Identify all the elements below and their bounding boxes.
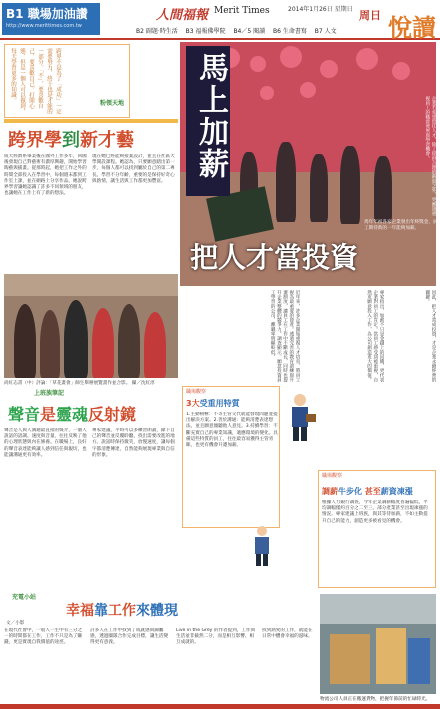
newspaper-logo-en: Merit Times: [214, 6, 270, 16]
feature-caption: 馬年年初各家企業發出年終獎金，員工期待新的一年能夠加薪。: [364, 220, 438, 231]
section-index-item: B2 副題‧時生活: [136, 28, 178, 35]
section-index-item: B6 生命書寫: [273, 28, 307, 35]
group-photo: [4, 274, 178, 378]
section-index: [136, 26, 362, 35]
photo-caption: 尚紅志書（中）評論：「草花畫會」師生舉辦展覽畫作並合影。 攝／沈紅淳: [4, 381, 155, 386]
newspaper-logo: 人間福報: [156, 8, 209, 23]
feature-column: 因此，把人才當成投資，才是企業永續經營的關鍵。: [424, 290, 436, 382]
box-text: 1.主動積極：不等主管交代就能發現問題並提出解決方案。2.善於溝通：能夠清楚表達想法，並且願意傾聽他人意見。3.持續學習：不斷充實自己的專業知識，適應環境的變化。具備這些特質的員工，往往最容易獲得主管青睞，也更有機會升遷加薪。: [186, 412, 278, 449]
section-index-item: B4／5 閱讀: [233, 28, 266, 35]
page-name: 悅讀: [388, 14, 436, 42]
photo-caption: 物流公司人員正在搬運貨物，把握年節前的忙碌時光。: [320, 697, 431, 702]
article-column: 成大經濟系畢業後在國外工作多年，回國後發現自己對藝術有濃厚興趣，開始學習陶藝與插畫。從那時起，她把工作之外的時間全部投入在學習中，每個週末都到工作室上課，並在網路上分享作品。她說跨界學習讓她認識了許多不同領域的朋友，也讓她在工作上有了新的想法。: [4, 154, 87, 197]
column-tag: 充電小站: [12, 594, 37, 601]
article-column: 現在她已經能夠接案設計，並且在社區大學開設課程。她認為，只要願意踏出第一步，每個人都可以找到屬於自己的第二專長。學習不分年齡，重要的是保持好奇心與熱情，讓生活與工作都更加豐富。: [92, 154, 175, 184]
box-text: 根據人力銀行調查，今年企業調薪幅度普遍偏低，平均調幅僅約百分之二至三，部分產業甚至出現凍漲的情況。專家建議上班族，與其等待加薪，不如主動提升自己的能力，創造更多被看見的機會。: [322, 500, 428, 524]
feature-column: 企業若希望留住人才，除了提供合理的薪資之外，更應該重視員工的職涯發展與學習機會。: [424, 96, 436, 216]
quote-text: 跨界不是為了「成功」一定需要努力，終于也是才能的一部分。「不」，要喜歡自己，要喜歡自己。打開心態，但是一個人可以做到，每天學習更多的知識。: [10, 48, 61, 114]
section-index-item: B3 福報佛學院: [185, 28, 226, 35]
article-column: 聲音是人與人溝通最直接的媒介，一個人說話的語調、速度與音量，往往反映了他的心理狀態與內在修養。在職場上，良好的聲音表達能夠讓人感到信任與親切，也能讓溝通更有效率。: [4, 428, 87, 458]
businessman-illustration: [244, 524, 280, 568]
column-tag: 粉領天地: [100, 100, 125, 107]
article-column: 許多人在工作中找到了成就感與歸屬感，透過團隊合作完成目標，讓生活變得更有意義。: [90, 628, 169, 646]
section-url: http://www.merittimes.com.tw: [6, 23, 82, 29]
column-tag: 上班族筆記: [34, 390, 65, 397]
article-column: 在現代社會中，一般人一生中有三分之一的時間都在工作，工作不只是為了賺錢，更是實現自我價值的途徑。: [4, 628, 83, 646]
box-headline: 3大受重用特質: [186, 399, 240, 408]
feature-subtitle: 把人才當投資: [190, 241, 359, 274]
article-column: 找到熱愛的工作，就能在日常中體會幸福的滋味。: [262, 628, 313, 640]
headline: 跨界學到新才藝: [8, 130, 134, 151]
headline: 幸福靠工作來體現: [66, 603, 178, 619]
headline: 聲音是靈魂反射鏡: [8, 405, 137, 424]
warehouse-photo: [320, 594, 436, 694]
feature-column: 專家指出，加薪不只是金錢上的回饋，更代表企業對員工的肯定。當員工感受到被重視，自然更願意投入工作，為公司創造更大的價值。: [366, 290, 384, 382]
divider-bar: [4, 119, 178, 123]
box-tag: 職場觀察: [186, 389, 207, 395]
businessman-illustration: [282, 392, 318, 444]
section-index-item: B7 人文: [314, 28, 337, 35]
author-byline: 文／小影: [6, 621, 25, 626]
footer-bar: [0, 704, 440, 709]
weekday-label: 周日: [359, 9, 381, 22]
article-column: Live in the Grey 的作者提到，工作與生活並非截然二分，而是相互影響、相互成就的。: [176, 628, 256, 646]
section-badge: [2, 3, 100, 35]
article-column: 專家建議，平時可以多練習朗讀，錄下自己的聲音並反覆聆聽，找出需要改進的地方。說話時保持微笑，放慢速度，讓每個字都清楚傳達，自然能夠展現專業與自信的形象。: [92, 428, 175, 458]
section-title: B1 職場加油讚: [6, 7, 88, 21]
box-headline: 調薪牛步化 甚至薪資凍漲: [322, 487, 413, 496]
issue-date: 2014年1月26日 星期日: [288, 6, 353, 13]
box-tag: 職場觀察: [322, 473, 343, 479]
feature-title: 馬上加薪: [186, 46, 230, 196]
feature-column: 近年來，許多企業開始重視人才培育，將員工視為最重要的資產。透過完善的教育訓練與升遷制度，讓員工在工作中不斷成長，同時也提升企業整體的競爭力。調查顯示，願意投資員工學習的公司，離職率明顯較低。: [270, 290, 300, 382]
